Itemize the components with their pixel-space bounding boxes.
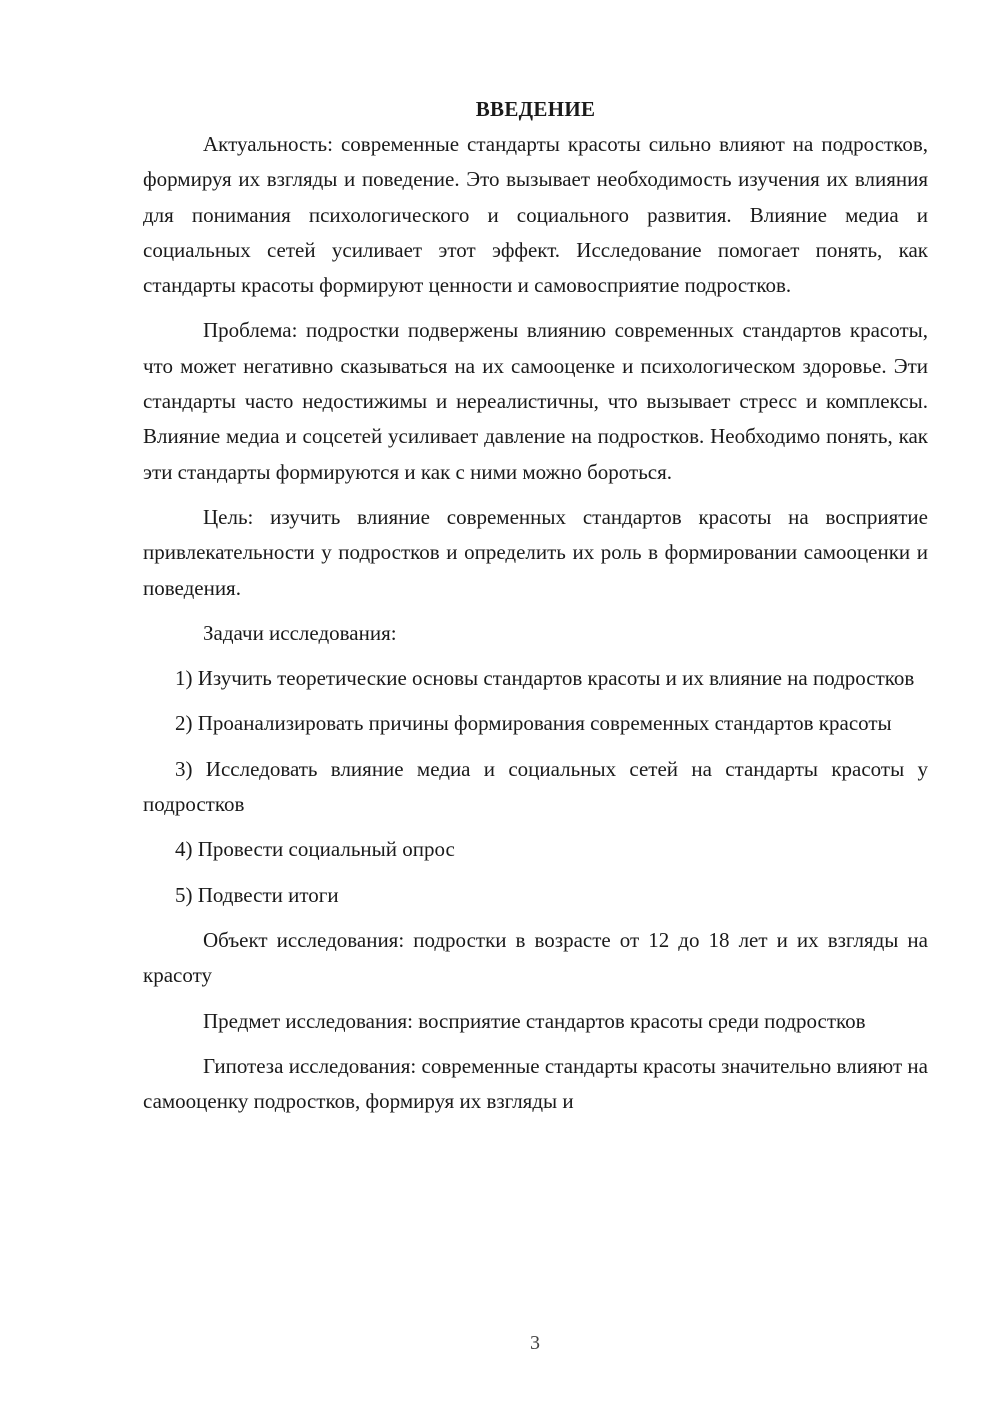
page-title: ВВЕДЕНИЕ: [475, 97, 596, 121]
list-item: 5) Подвести итоги: [175, 882, 339, 907]
list-item: 2) Проанализировать причины формирования современных стандартов красоты: [175, 711, 892, 736]
paragraph-subject: Предмет исследования: восприятие стандартов красоты среди подростков: [203, 1008, 866, 1033]
paragraph-object: Объект исследования: подростки в возрасте от 12 до 18 лет и их взгляды на красоту: [143, 927, 928, 988]
page-number: 3: [530, 1332, 540, 1354]
paragraph-hypothesis: Гипотеза исследования: современные стандарты красоты значительно влияют на самооценку подростков, формируя их взгляды и: [143, 1053, 928, 1114]
list-item: 3) Исследовать влияние медиа и социальных сетей на стандарты красоты у подростков: [143, 756, 928, 817]
paragraph-goal: Цель: изучить влияние современных стандартов красоты на восприятие привлекательности у подростков и определить их роль в формировании самооценки и поведения.: [143, 504, 928, 600]
paragraph-relevance: Актуальность: современные стандарты красоты сильно влияют на подростков, формируя их взгляды и поведение. Это вызывает необходимость изучения их влияния для понимания психологического и социального развития. Влияние медиа и социальных сетей усиливает этот эффект. Исследование помогает понять, как стандарты красоты формируют ценности и самовосприятие подростков.: [143, 132, 928, 298]
list-item: 4) Провести социальный опрос: [175, 837, 455, 862]
list-item: 1) Изучить теоретические основы стандартов красоты и их влияние на подростков: [175, 666, 915, 691]
tasks-title: Задачи исследования:: [203, 620, 397, 645]
paragraph-problem: Проблема: подростки подвержены влиянию современных стандартов красоты, что может негативно сказываться на их самооценке и психологическом здоровье. Эти стандарты часто недостижимы и нереалистичны, что вызывает стресс и комплексы. Влияние медиа и соцсетей усиливает давление на подростков. Необходимо понять, как эти стандарты формируются и как с ними можно бороться.: [143, 318, 928, 484]
document-page: [143, 92, 928, 1119]
